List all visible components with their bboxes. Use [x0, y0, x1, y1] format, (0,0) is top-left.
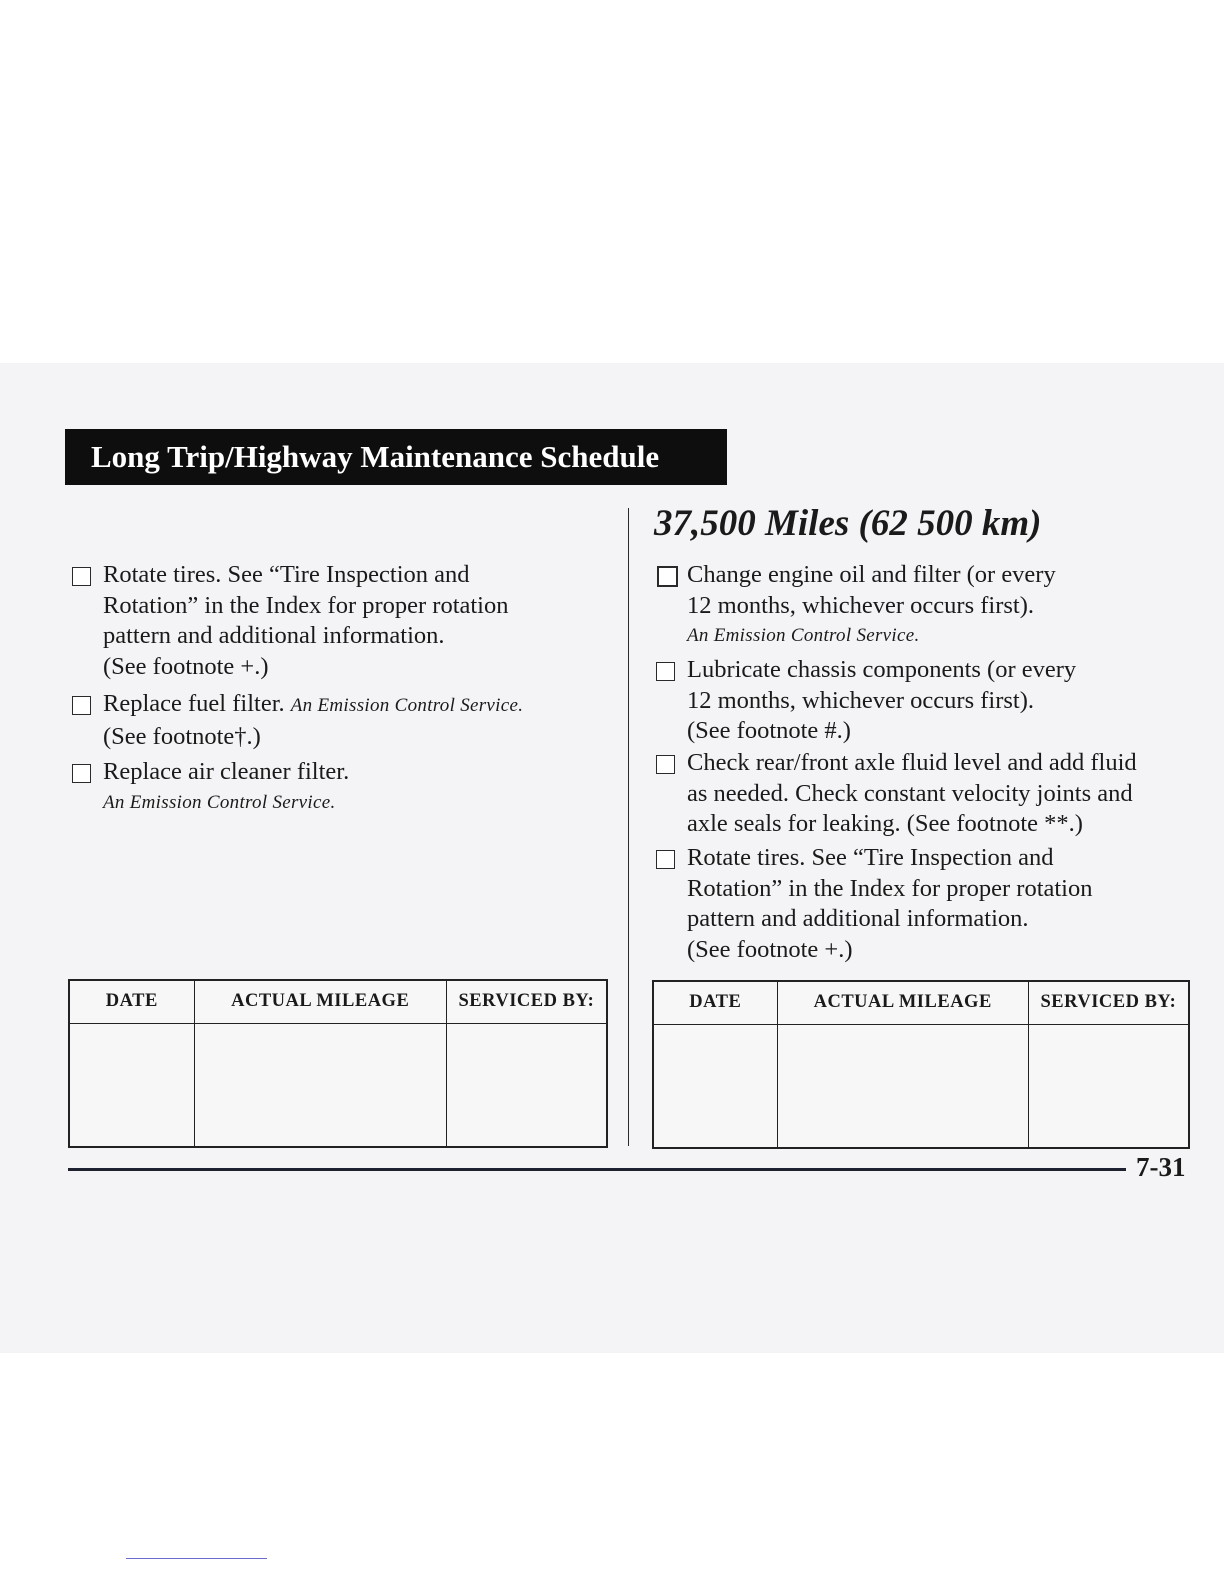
date-cell[interactable] [69, 1023, 194, 1147]
item-text: Rotate tires. See “Tire Inspection and [103, 561, 470, 588]
date-header: DATE [69, 980, 194, 1023]
checkbox[interactable] [72, 696, 91, 715]
checkbox[interactable] [657, 566, 678, 587]
item-text: Rotate tires. See “Tire Inspection and [687, 844, 1054, 871]
emission-note: An Emission Control Service. [103, 791, 336, 813]
checklist-item-rotate-tires [72, 560, 509, 682]
date-header: DATE [653, 981, 777, 1024]
checklist-item-air-cleaner [72, 757, 349, 818]
service-log-table-left [68, 979, 608, 1148]
serviced-by-cell[interactable] [446, 1023, 607, 1147]
checklist-item-fuel-filter [72, 689, 523, 752]
item-text: Lubricate chassis components (or every [687, 656, 1077, 683]
item-text: Replace fuel filter. [103, 690, 285, 717]
item-text: Rotation” in the Index for proper rotation [103, 591, 509, 619]
item-text: Check rear/front axle fluid level and add fluid [687, 749, 1137, 776]
checkbox[interactable] [72, 567, 91, 586]
service-log-table-right [652, 980, 1190, 1149]
page-number: 7-31 [1136, 1152, 1186, 1182]
serviced-by-header: SERVICED BY: [446, 980, 607, 1023]
mileage-cell[interactable] [777, 1024, 1028, 1148]
checkbox[interactable] [656, 662, 675, 681]
checklist-item-axle-fluid [656, 748, 1137, 840]
checklist-item-lubricate-chassis [656, 655, 1076, 747]
item-text: Replace air cleaner filter. [103, 758, 350, 785]
item-text: as needed. Check constant velocity joints and [687, 779, 1133, 807]
mileage-cell[interactable] [194, 1023, 446, 1147]
item-text: pattern and additional information. [687, 905, 1029, 932]
checkbox[interactable] [656, 755, 675, 774]
serviced-by-header: SERVICED BY: [1028, 981, 1189, 1024]
item-text: 12 months, whichever occurs first). [687, 686, 1034, 714]
section-title: 37,500 Miles (62 500 km) [654, 503, 1042, 544]
item-text: 12 months, whichever occurs first). [687, 591, 1034, 619]
column-divider [628, 508, 629, 1146]
footer-rule [68, 1168, 1126, 1171]
item-text: pattern and additional information. [103, 622, 445, 649]
item-text: axle seals for leaking. (See footnote **.) [687, 810, 1083, 837]
item-text: Rotation” in the Index for proper rotation [687, 874, 1093, 902]
emission-note: An Emission Control Service. [290, 695, 524, 716]
mileage-header: ACTUAL MILEAGE [777, 981, 1028, 1024]
mileage-header: ACTUAL MILEAGE [194, 980, 446, 1023]
page-title: Long Trip/Highway Maintenance Schedule [65, 429, 727, 485]
item-text: (See footnote #.) [687, 717, 851, 744]
checklist-item-engine-oil [656, 560, 1056, 652]
item-text: Change engine oil and filter (or every [687, 561, 1056, 588]
item-text: (See footnote†.) [103, 722, 261, 750]
item-text: (See footnote +.) [687, 935, 853, 963]
serviced-by-cell[interactable] [1028, 1024, 1189, 1148]
checkbox[interactable] [656, 850, 675, 869]
checklist-item-rotate-tires-2 [656, 843, 1093, 965]
date-cell[interactable] [653, 1024, 777, 1148]
checkbox[interactable] [72, 764, 91, 783]
emission-note: An Emission Control Service. [687, 625, 920, 646]
item-text: (See footnote +.) [103, 652, 269, 680]
stray-line [126, 1558, 267, 1559]
